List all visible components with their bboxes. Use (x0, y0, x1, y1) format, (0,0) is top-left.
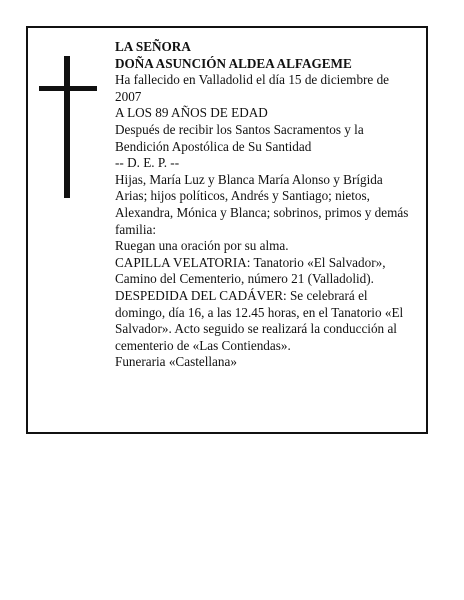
sacraments-line: Después de recibir los Santos Sacramentos y la Bendición Apostólica de Su Santidad (115, 121, 364, 154)
obituary-notice (26, 26, 428, 434)
prayer-request: Ruegan una oración por su alma. (115, 238, 289, 254)
funeral-home: Funeraria «Castellana» (115, 354, 237, 370)
cross-icon (39, 56, 97, 198)
chapel-info: CAPILLA VELATORIA: Tanatorio «El Salvador», Camino del Cementerio, número 21 (Valladolid). (115, 254, 386, 287)
rip-line: -- D. E. P. -- (115, 155, 180, 171)
notice-text (115, 39, 415, 371)
title-line: LA SEÑORA (115, 39, 191, 54)
death-info: Ha fallecido en Valladolid el día 15 de diciembre de 2007 (115, 72, 390, 104)
cross-horizontal-bar (39, 86, 97, 91)
deceased-name: DOÑA ASUNCIÓN ALDEA ALFAGEME (115, 55, 352, 71)
family-list: Hijas, María Luz y Blanca María Alonso y Brígida Arias; hijos políticos, Andrés y Santiago; nietos, Alexandra, Mónica y Blanca; sobrinos, primos y demás familia: (115, 171, 409, 237)
farewell-info: DESPEDIDA DEL CADÁVER: Se celebrará el domingo, día 16, a las 12.45 horas, en el Tanatorio «El Salvador». Acto seguido se realizará la conducción al cementerio de «Las Contiendas». (115, 287, 404, 353)
cross-vertical-bar (64, 56, 70, 198)
age-line: A LOS 89 AÑOS DE EDAD (115, 105, 268, 121)
